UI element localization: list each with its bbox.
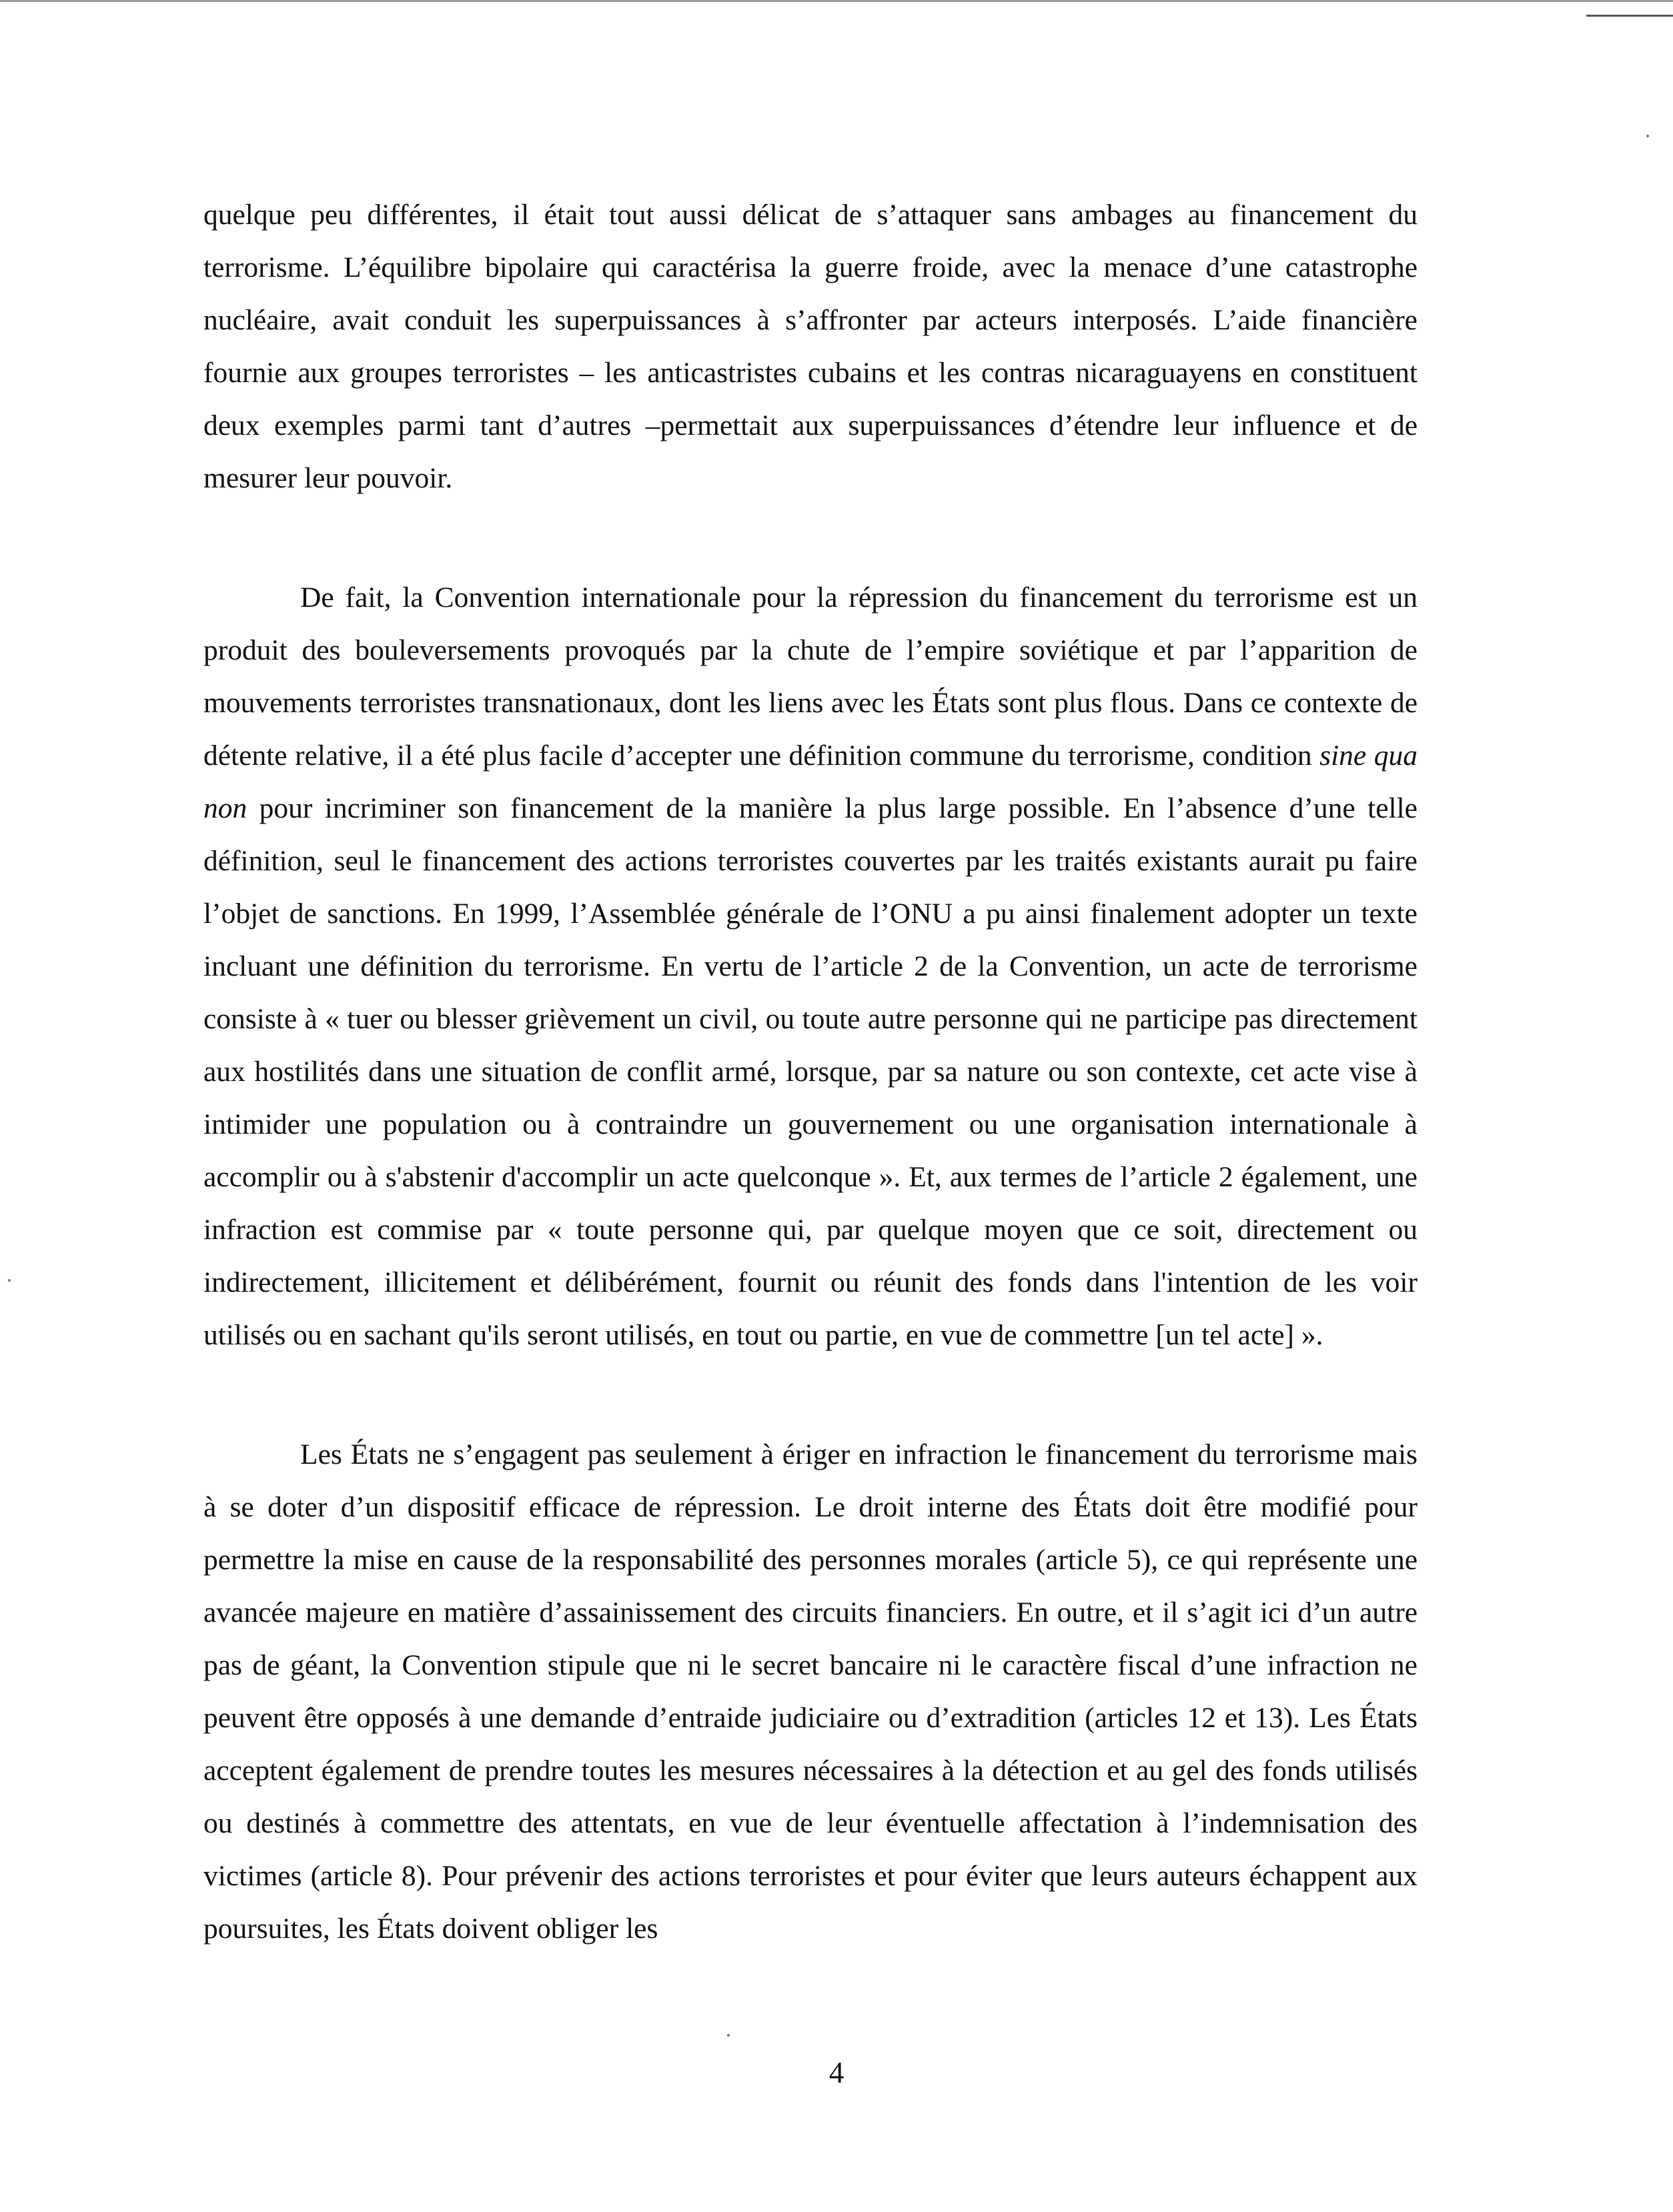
document-body <box>203 189 1418 1955</box>
scan-speck <box>727 2034 730 2037</box>
text-run: quelque peu différentes, il était tout aussi délicat de s’attaquer sans ambages au financement du terrorisme. L’équilibre bipolaire qui caractérisa la guerre froide, avec la menace d’une catastrophe nucléaire, avait conduit les superpuissances à s’affronter par acteurs interposés. L’aide financière fournie aux groupes terroristes – les anticastristes cubains et les contras nicaraguayens en constituent deux exemples parmi tant d’autres –permettait aux superpuissances d’étendre leur influence et de mesurer leur pouvoir. <box>203 199 1418 494</box>
paragraph <box>203 189 1418 505</box>
scan-speck <box>1646 135 1649 137</box>
scan-speck <box>8 1279 11 1282</box>
italic-phrase: sine qua non <box>203 740 1418 824</box>
text-run: pour incriminer son financement de la manière la plus large possible. En l’absence d’une telle définition, seul le financement des actions terroristes couvertes par les traités existants aurait pu faire l’objet de sanctions. En 1999, l’Assemblée générale de l’ONU a pu ainsi finalement adopter un texte incluant une définition du terrorisme. En vertu de l’article 2 de la Convention, un acte de terrorisme consiste à « tuer ou blesser grièvement un civil, ou toute autre personne qui ne participe pas directement aux hostilités dans une situation de conflit armé, lorsque, par sa nature ou son contexte, cet acte vise à intimider une population ou à contraindre un gouvernement ou une organisation internationale à accomplir ou à s'abstenir d'accomplir un acte quelconque ». Et, aux termes de l’article 2 également, une infraction est commise par « toute personne qui, par quelque moyen que ce soit, directement ou indirectement, illicitement et délibérément, fournit ou réunit des fonds dans l'intention de les voir utilisés ou en sachant qu'ils seront utilisés, en tout ou partie, en vue de commettre [un tel acte] ». <box>203 792 1418 1351</box>
text-run: De fait, la Convention internationale pour la répression du financement du terrorisme est un produit des bouleversements provoqués par la chute de l’empire soviétique et par l’apparition de mouvements terroristes transnationaux, dont les liens avec les États sont plus flous. Dans ce contexte de détente relative, il a été plus facile d’accepter une définition commune du terrorisme, condition <box>203 582 1418 772</box>
text-run: Les États ne s’engagent pas seulement à ériger en infraction le financement du terrorisme mais à se doter d’un dispositif efficace de répression. Le droit interne des États doit être modifié pour permettre la mise en cause de la responsabilité des personnes morales (article 5), ce qui représente une avancée majeure en matière d’assainissement des circuits financiers. En outre, et il s’agit ici d’un autre pas de géant, la Convention stipule que ni le secret bancaire ni le caractère fiscal d’une infraction ne peuvent être opposés à une demande d’entraide judiciaire ou d’extradition (articles 12 et 13). Les États acceptent également de prendre toutes les mesures nécessaires à la détection et au gel des fonds utilisés ou destinés à commettre des attentats, en vue de leur éventuelle affectation à l’indemnisation des victimes (article 8). Pour prévenir des actions terroristes et pour éviter que leurs auteurs échappent aux poursuites, les États doivent obliger les <box>203 1438 1418 1945</box>
page-number: 4 <box>828 2056 845 2089</box>
paragraph <box>203 1428 1418 1955</box>
paragraph <box>203 572 1418 1362</box>
scan-top-edge <box>0 0 1673 5</box>
scan-corner-mark <box>1586 15 1673 17</box>
